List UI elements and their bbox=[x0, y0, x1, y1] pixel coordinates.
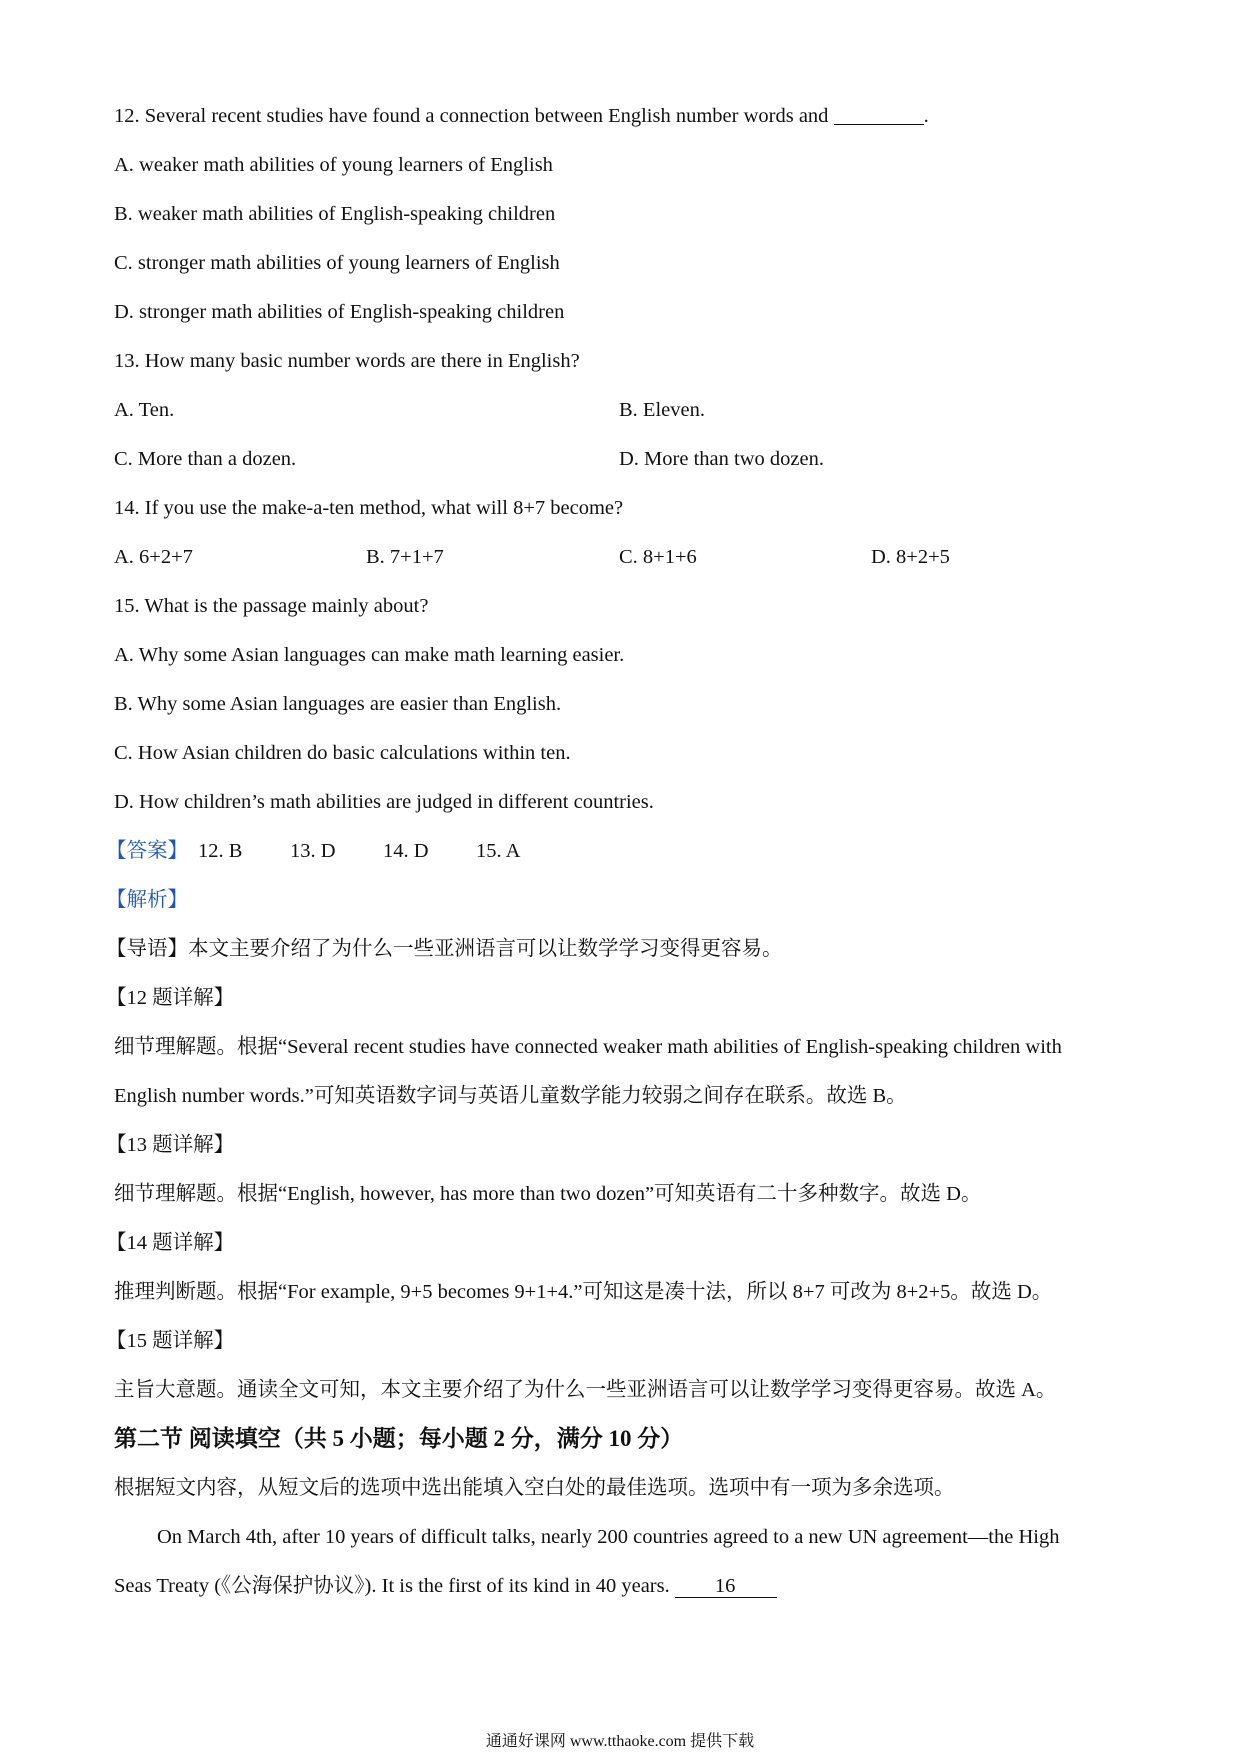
question-12-end: . bbox=[923, 105, 929, 127]
question-15-option-b: B. Why some Asian languages are easier than English. bbox=[114, 693, 562, 715]
detail-12-title: 【12 题详解】 bbox=[106, 987, 235, 1009]
question-14-options bbox=[114, 545, 1144, 569]
answer-13: 13. D bbox=[290, 840, 336, 862]
answer-14: 14. D bbox=[383, 840, 429, 862]
question-15-option-a: A. Why some Asian languages can make math learning easier. bbox=[114, 644, 625, 666]
question-13-option-a: A. Ten. bbox=[114, 399, 175, 421]
detail-12-line-2: English number words.”可知英语数字词与英语儿童数学能力较弱之间存在联系。故选 B。 bbox=[114, 1085, 907, 1107]
question-15-option-c: C. How Asian children do basic calculations within ten. bbox=[114, 742, 571, 764]
detail-14-text: 推理判断题。根据“For example, 9+5 becomes 9+1+4.”可知这是凑十法，所以 8+7 可改为 8+2+5。故选 D。 bbox=[114, 1281, 1053, 1303]
question-13-stem: 13. How many basic number words are there in English? bbox=[114, 350, 580, 372]
question-12-text: 12. Several recent studies have found a connection between English number words and bbox=[114, 105, 829, 127]
passage-line-2-text: Seas Treaty (《公海保护协议》). It is the first of its kind in 40 years. bbox=[114, 1575, 670, 1597]
section-2-heading: 第二节 阅读填空（共 5 小题；每小题 2 分，满分 10 分） bbox=[114, 1426, 684, 1451]
question-13-options-row-2 bbox=[114, 447, 1144, 471]
question-13-option-b: B. Eleven. bbox=[619, 399, 705, 421]
question-12-option-b: B. weaker math abilities of English-speaking children bbox=[114, 203, 556, 225]
question-13-options-row-1 bbox=[114, 398, 1144, 422]
question-15-stem: 15. What is the passage mainly about? bbox=[114, 595, 429, 617]
detail-12-line-1: 细节理解题。根据“Several recent studies have connected weaker math abilities of English-speaking children with bbox=[114, 1036, 1062, 1058]
detail-13-text: 细节理解题。根据“English, however, has more than two dozen”可知英语有二十多种数字。故选 D。 bbox=[114, 1183, 982, 1205]
answer-line bbox=[106, 839, 1144, 863]
question-13-option-c: C. More than a dozen. bbox=[114, 448, 297, 470]
detail-15-text: 主旨大意题。通读全文可知，本文主要介绍了为什么一些亚洲语言可以让数学学习变得更容易。故选 A。 bbox=[114, 1379, 1057, 1401]
question-15-option-d: D. How children’s math abilities are judged in different countries. bbox=[114, 791, 654, 813]
question-14-option-b: B. 7+1+7 bbox=[366, 546, 444, 568]
answer-tag: 【答案】 bbox=[106, 840, 188, 862]
detail-14-title: 【14 题详解】 bbox=[106, 1232, 235, 1254]
analysis-intro: 【导语】本文主要介绍了为什么一些亚洲语言可以让数学学习变得更容易。 bbox=[106, 938, 783, 960]
document-page bbox=[106, 104, 1144, 1623]
question-12-option-a: A. weaker math abilities of young learners of English bbox=[114, 154, 553, 176]
question-14-option-c: C. 8+1+6 bbox=[619, 546, 697, 568]
analysis-tag: 【解析】 bbox=[106, 889, 188, 911]
answer-12: 12. B bbox=[198, 840, 243, 862]
passage-line-1: On March 4th, after 10 years of difficult talks, nearly 200 countries agreed to a new UN agreement—the High bbox=[157, 1526, 1060, 1548]
answer-blank bbox=[834, 104, 924, 125]
answer-15: 15. A bbox=[476, 840, 521, 862]
footer-watermark: 通通好课网 www.tthaoke.com 提供下载 bbox=[485, 1733, 755, 1750]
question-12-stem bbox=[114, 104, 1144, 128]
question-14-option-d: D. 8+2+5 bbox=[871, 546, 950, 568]
question-14-option-a: A. 6+2+7 bbox=[114, 546, 193, 568]
blank-16: 16 bbox=[675, 1575, 778, 1598]
detail-15-title: 【15 题详解】 bbox=[106, 1330, 235, 1352]
question-13-option-d: D. More than two dozen. bbox=[619, 448, 824, 470]
question-12-option-d: D. stronger math abilities of English-speaking children bbox=[114, 301, 565, 323]
question-14-stem: 14. If you use the make-a-ten method, what will 8+7 become? bbox=[114, 497, 624, 519]
section-2-instruction: 根据短文内容，从短文后的选项中选出能填入空白处的最佳选项。选项中有一项为多余选项。 bbox=[114, 1477, 955, 1499]
question-12-option-c: C. stronger math abilities of young learners of English bbox=[114, 252, 560, 274]
detail-13-title: 【13 题详解】 bbox=[106, 1134, 235, 1156]
passage-line-2 bbox=[114, 1574, 1144, 1598]
